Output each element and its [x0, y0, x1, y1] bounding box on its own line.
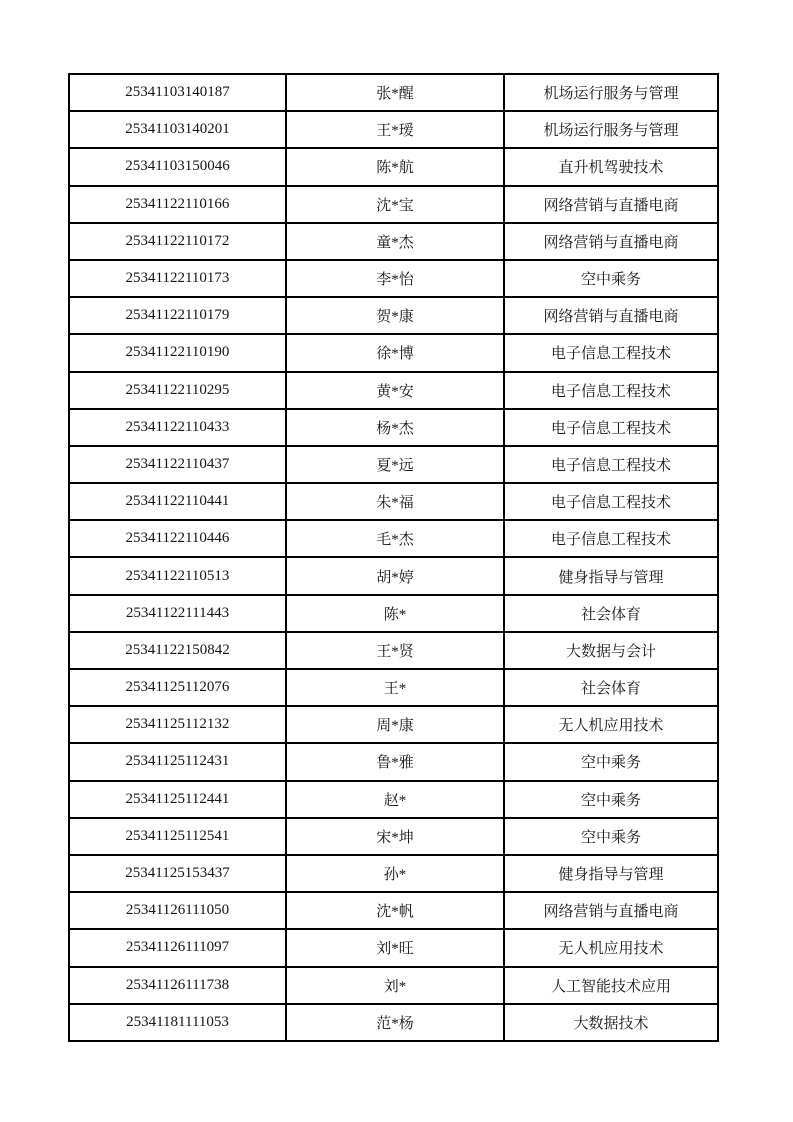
cell-candidate-name: 范*杨: [286, 1004, 504, 1041]
cell-admitted-major: 无人机应用技术: [504, 706, 718, 743]
cell-admitted-major: 大数据技术: [504, 1004, 718, 1041]
cell-admitted-major: 健身指导与管理: [504, 855, 718, 892]
cell-admitted-major: 社会体育: [504, 669, 718, 706]
cell-candidate-name: 贺*康: [286, 297, 504, 334]
cell-admitted-major: 网络营销与直播电商: [504, 297, 718, 334]
cell-candidate-id: 25341122111443: [69, 595, 286, 632]
cell-candidate-id: 25341122110295: [69, 372, 286, 409]
cell-candidate-id: 25341125112132: [69, 706, 286, 743]
table-row: [69, 74, 718, 111]
cell-candidate-id: 25341181111053: [69, 1004, 286, 1041]
cell-candidate-id: 25341122110433: [69, 409, 286, 446]
cell-admitted-major: 直升机驾驶技术: [504, 148, 718, 185]
table-row: [69, 706, 718, 743]
cell-candidate-name: 宋*坤: [286, 818, 504, 855]
cell-candidate-name: 王*贤: [286, 632, 504, 669]
cell-candidate-name: 沈*帆: [286, 892, 504, 929]
cell-candidate-name: 毛*杰: [286, 520, 504, 557]
table-row: [69, 781, 718, 818]
cell-admitted-major: 电子信息工程技术: [504, 334, 718, 371]
cell-candidate-id: 25341126111050: [69, 892, 286, 929]
admissions-roster-table: [68, 73, 719, 1042]
cell-admitted-major: 网络营销与直播电商: [504, 186, 718, 223]
table-row: [69, 669, 718, 706]
table-row: [69, 855, 718, 892]
cell-admitted-major: 机场运行服务与管理: [504, 74, 718, 111]
cell-candidate-name: 陈*: [286, 595, 504, 632]
table-row: [69, 1004, 718, 1041]
cell-candidate-id: 25341122110437: [69, 446, 286, 483]
cell-candidate-name: 朱*福: [286, 483, 504, 520]
cell-candidate-id: 25341122110172: [69, 223, 286, 260]
table-body: [69, 74, 718, 1041]
table-row: [69, 929, 718, 966]
cell-candidate-id: 25341125112076: [69, 669, 286, 706]
cell-candidate-id: 25341125112431: [69, 743, 286, 780]
cell-candidate-name: 陈*航: [286, 148, 504, 185]
cell-candidate-name: 杨*杰: [286, 409, 504, 446]
cell-admitted-major: 人工智能技术应用: [504, 967, 718, 1004]
cell-candidate-name: 黄*安: [286, 372, 504, 409]
cell-admitted-major: 空中乘务: [504, 781, 718, 818]
table-row: [69, 483, 718, 520]
cell-candidate-id: 25341103140187: [69, 74, 286, 111]
table-row: [69, 111, 718, 148]
cell-candidate-id: 25341125112441: [69, 781, 286, 818]
cell-admitted-major: 大数据与会计: [504, 632, 718, 669]
cell-candidate-id: 25341122110173: [69, 260, 286, 297]
cell-candidate-name: 刘*旺: [286, 929, 504, 966]
cell-candidate-name: 张*醒: [286, 74, 504, 111]
table-row: [69, 967, 718, 1004]
cell-admitted-major: 空中乘务: [504, 818, 718, 855]
cell-candidate-id: 25341103150046: [69, 148, 286, 185]
cell-candidate-id: 25341122110513: [69, 557, 286, 594]
cell-admitted-major: 无人机应用技术: [504, 929, 718, 966]
cell-candidate-id: 25341122110446: [69, 520, 286, 557]
cell-candidate-name: 夏*远: [286, 446, 504, 483]
table-row: [69, 818, 718, 855]
cell-candidate-id: 25341126111097: [69, 929, 286, 966]
table-row: [69, 334, 718, 371]
table-row: [69, 297, 718, 334]
cell-admitted-major: 机场运行服务与管理: [504, 111, 718, 148]
table-row: [69, 557, 718, 594]
cell-candidate-name: 徐*博: [286, 334, 504, 371]
cell-admitted-major: 网络营销与直播电商: [504, 892, 718, 929]
cell-candidate-id: 25341126111738: [69, 967, 286, 1004]
cell-candidate-name: 童*杰: [286, 223, 504, 260]
cell-candidate-id: 25341125112541: [69, 818, 286, 855]
table-row: [69, 520, 718, 557]
cell-candidate-name: 周*康: [286, 706, 504, 743]
cell-admitted-major: 电子信息工程技术: [504, 520, 718, 557]
cell-admitted-major: 电子信息工程技术: [504, 409, 718, 446]
table-row: [69, 148, 718, 185]
cell-admitted-major: 空中乘务: [504, 260, 718, 297]
cell-candidate-name: 王*: [286, 669, 504, 706]
cell-admitted-major: 电子信息工程技术: [504, 483, 718, 520]
cell-candidate-id: 25341122110190: [69, 334, 286, 371]
cell-candidate-name: 鲁*雅: [286, 743, 504, 780]
cell-candidate-name: 李*怡: [286, 260, 504, 297]
cell-admitted-major: 空中乘务: [504, 743, 718, 780]
table-row: [69, 446, 718, 483]
table-row: [69, 595, 718, 632]
cell-admitted-major: 网络营销与直播电商: [504, 223, 718, 260]
cell-admitted-major: 电子信息工程技术: [504, 446, 718, 483]
cell-admitted-major: 社会体育: [504, 595, 718, 632]
cell-admitted-major: 电子信息工程技术: [504, 372, 718, 409]
cell-candidate-name: 孙*: [286, 855, 504, 892]
table-row: [69, 743, 718, 780]
cell-candidate-id: 25341122110179: [69, 297, 286, 334]
table-row: [69, 409, 718, 446]
cell-candidate-name: 沈*宝: [286, 186, 504, 223]
cell-candidate-name: 胡*婷: [286, 557, 504, 594]
table-row: [69, 632, 718, 669]
cell-candidate-id: 25341122150842: [69, 632, 286, 669]
cell-candidate-name: 王*瑷: [286, 111, 504, 148]
table-row: [69, 892, 718, 929]
table-row: [69, 186, 718, 223]
table-row: [69, 372, 718, 409]
cell-candidate-id: 25341125153437: [69, 855, 286, 892]
cell-candidate-id: 25341122110166: [69, 186, 286, 223]
cell-candidate-id: 25341103140201: [69, 111, 286, 148]
table-row: [69, 223, 718, 260]
cell-admitted-major: 健身指导与管理: [504, 557, 718, 594]
cell-candidate-id: 25341122110441: [69, 483, 286, 520]
table-row: [69, 260, 718, 297]
cell-candidate-name: 刘*: [286, 967, 504, 1004]
cell-candidate-name: 赵*: [286, 781, 504, 818]
